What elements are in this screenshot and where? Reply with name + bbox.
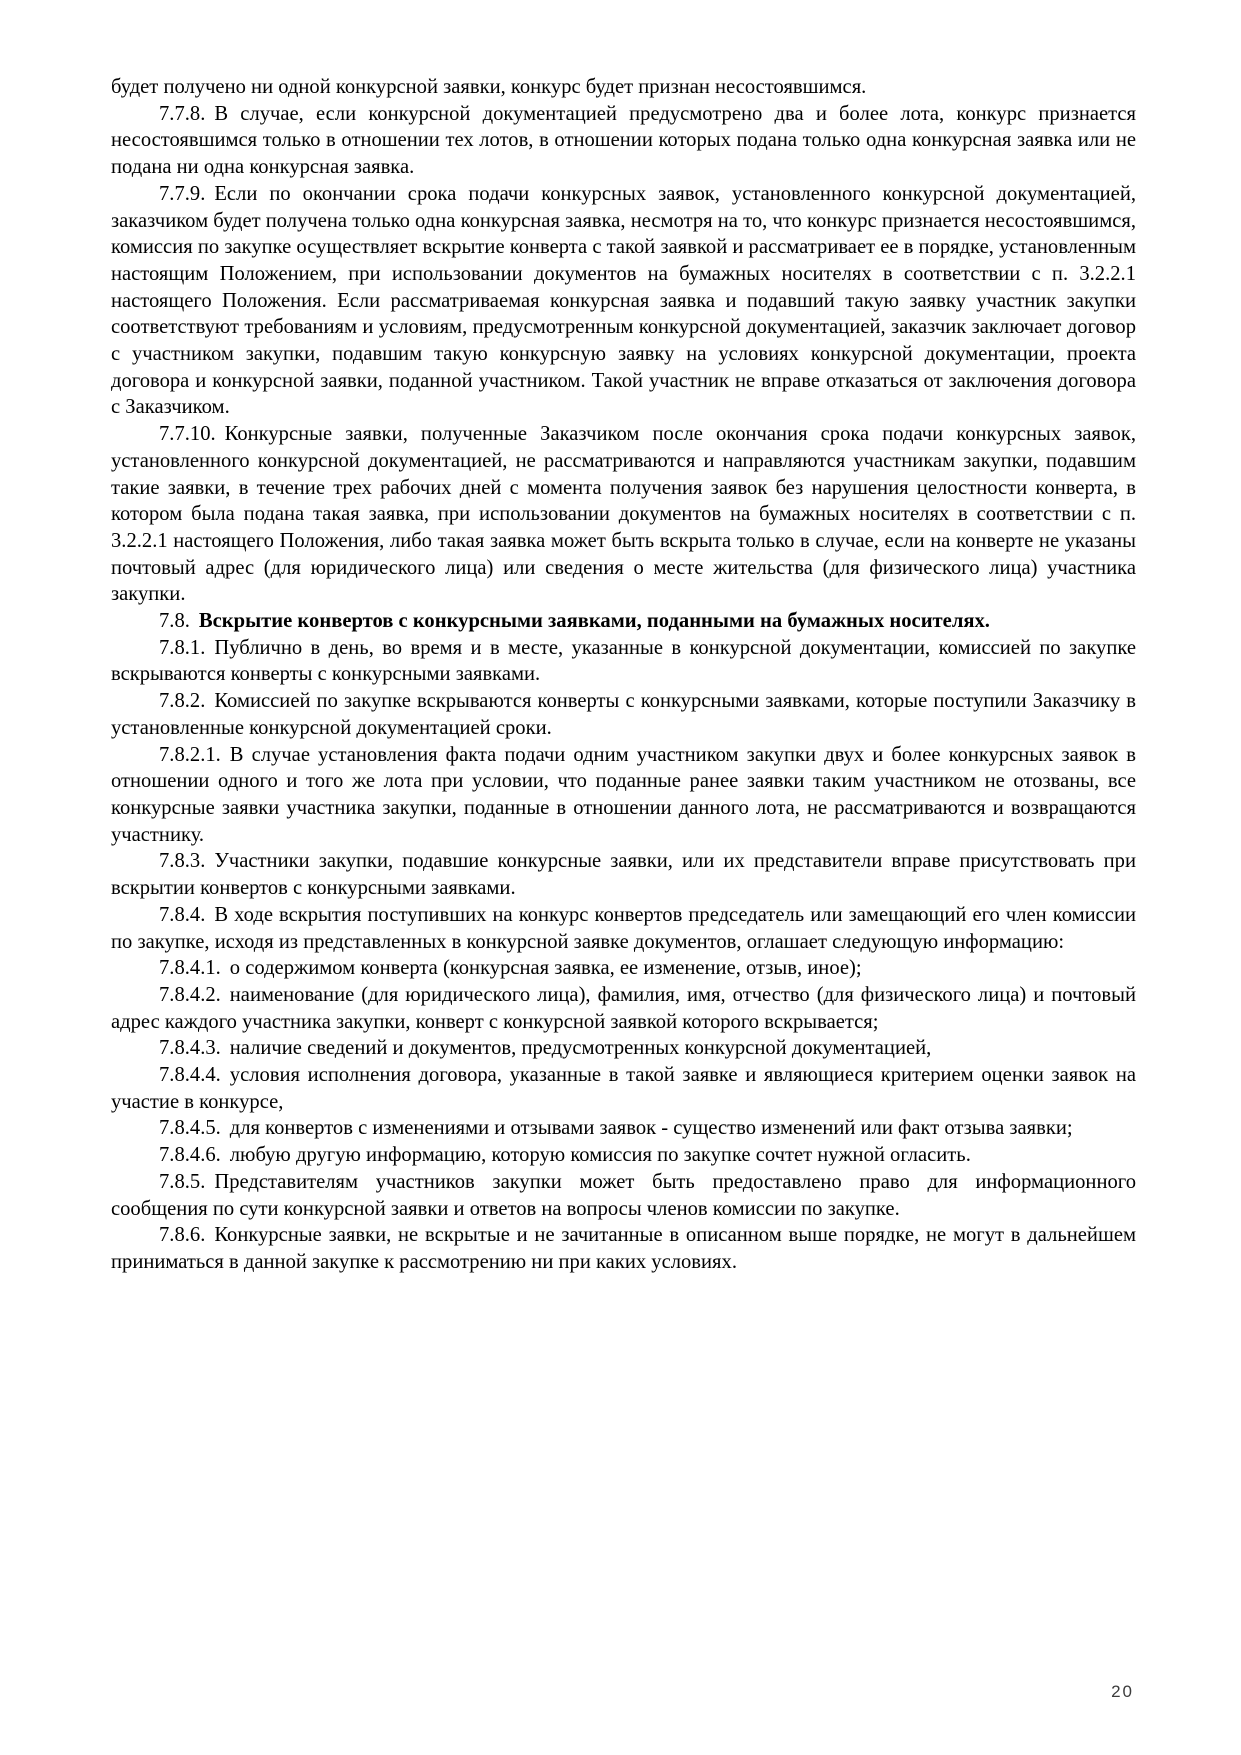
document-body	[111, 74, 1136, 1276]
paragraph-7-8-4-1	[111, 955, 1136, 982]
paragraph-7-8-4-2	[111, 982, 1136, 1035]
paragraph-7-7-10	[111, 421, 1136, 608]
clause-text: наличие сведений и документов, предусмотренных конкурсной документацией,	[229, 1037, 932, 1060]
paragraph-7-8-4-4	[111, 1062, 1136, 1115]
clause-number: 7.8.4.4.	[159, 1064, 221, 1087]
clause-number: 7.7.9.	[159, 182, 206, 205]
paragraph-7-8-2	[111, 688, 1136, 741]
clause-number: 7.8.4.1.	[159, 957, 221, 980]
clause-text: Участники закупки, подавшие конкурсные заявки, или их представители вправе присутствовать при вскрытии конвертов с конкурсными заявками.	[111, 850, 1136, 900]
clause-number: 7.8.4.	[159, 903, 206, 926]
clause-text: В ходе вскрытия поступивших на конкурс конвертов председатель или замещающий его член комиссии по закупке, исходя из представленных в конкурсной заявке документов, оглашает следующую информацию:	[111, 903, 1136, 953]
clause-text: Конкурсные заявки, полученные Заказчиком после окончания срока подачи конкурсных заявок, установленного конкурсной документацией, не рассматриваются и направляются участникам закупки, подавшим такие заявки, в течение трех рабочих дней с момента получения заявок без нарушения целостности конверта, в котором была подана такая заявка, при использовании документов на бумажных носителях в соответствии с п. 3.2.2.1 настоящего Положения, либо такая заявка может быть вскрыта только в случае, если на конверте не указаны почтовый адрес (для юридического лица) или сведения о месте жительства (для физического лица) участника закупки.	[111, 423, 1136, 606]
clause-text: для конвертов с изменениями и отзывами заявок - существо изменений или факт отзыва заявки;	[229, 1117, 1073, 1140]
paragraph-7-8-4-3	[111, 1035, 1136, 1062]
clause-number: 7.8.2.	[159, 690, 206, 713]
clause-number: 7.7.8.	[159, 102, 206, 125]
clause-number: 7.8.3.	[159, 850, 206, 873]
clause-number: 7.8.	[159, 610, 190, 633]
clause-text: Конкурсные заявки, не вскрытые и не зачитанные в описанном выше порядке, не могут в дальнейшем приниматься в данной закупке к рассмотрению ни при каких условиях.	[111, 1224, 1136, 1273]
clause-number: 7.8.2.1.	[159, 743, 221, 766]
clause-text: условия исполнения договора, указанные в такой заявке и являющиеся критерием оценки заявок на участие в конкурсе,	[111, 1064, 1136, 1113]
clause-text: наименование (для юридического лица), фамилия, имя, отчество (для физического лица) и почтовый адрес каждого участника закупки, конверт с конкурсной заявкой которого вскрывается;	[111, 983, 1136, 1033]
paragraph-7-8-3	[111, 848, 1136, 901]
paragraph-continuation	[111, 74, 1136, 101]
clause-number: 7.8.1.	[159, 636, 206, 659]
clause-text: В случае установления факта подачи одним участником закупки двух и более конкурсных заявок в отношении одного и того же лота при условии, что поданные ранее заявки таким участником не отозваны, все конкурсные заявки участника закупки, поданные в отношении данного лота, не рассматриваются и возвращаются участнику.	[111, 743, 1136, 846]
clause-text: Публично в день, во время и в месте, указанные в конкурсной документации, комиссией по закупке вскрываются конверты с конкурсными заявками.	[111, 636, 1136, 686]
paragraph-7-8-1	[111, 635, 1136, 688]
paragraph-7-8-4	[111, 902, 1136, 955]
clause-text: будет получено ни одной конкурсной заявки, конкурс будет признан несостоявшимся.	[111, 76, 867, 98]
paragraph-7-8-5	[111, 1169, 1136, 1222]
paragraph-7-8-6	[111, 1222, 1136, 1275]
clause-text: Вскрытие конвертов с конкурсными заявками, поданными на бумажных носителях.	[198, 610, 990, 633]
clause-number: 7.8.5.	[159, 1170, 206, 1193]
clause-number: 7.8.4.6.	[159, 1144, 221, 1167]
paragraph-7-7-9	[111, 181, 1136, 421]
paragraph-7-7-8	[111, 101, 1136, 181]
clause-number: 7.8.4.3.	[159, 1037, 221, 1060]
clause-number: 7.8.4.5.	[159, 1117, 221, 1140]
paragraph-7-8	[111, 608, 1136, 635]
paragraph-7-8-2-1	[111, 742, 1136, 849]
clause-number: 7.8.6.	[159, 1224, 206, 1247]
paragraph-7-8-4-6	[111, 1142, 1136, 1169]
clause-text: В случае, если конкурсной документацией предусмотрено два и более лота, конкурс признается несостоявшимся только в отношении тех лотов, в отношении которых подана только одна конкурсная заявка или не подана ни одна конкурсная заявка.	[111, 102, 1136, 179]
clause-text: любую другую информацию, которую комиссия по закупке сочтет нужной огласить.	[229, 1144, 971, 1167]
clause-text: о содержимом конверта (конкурсная заявка, ее изменение, отзыв, иное);	[229, 957, 862, 980]
clause-number: 7.7.10.	[159, 423, 216, 446]
clause-text: Комиссией по закупке вскрываются конверты с конкурсными заявками, которые поступили Заказчику в установленные конкурсной документацией сроки.	[111, 690, 1136, 739]
page-number: 20	[1111, 1682, 1134, 1701]
clause-text: Представителям участников закупки может быть предоставлено право для информационного сообщения по сути конкурсной заявки и ответов на вопросы членов комиссии по закупке.	[111, 1170, 1136, 1220]
clause-number: 7.8.4.2.	[159, 983, 221, 1006]
clause-text: Если по окончании срока подачи конкурсных заявок, установленного конкурсной документацией, заказчиком будет получена только одна конкурсная заявка, несмотря на то, что конкурс признается несостоявшимся, комиссия по закупке осуществляет вскрытие конверта с такой заявкой и рассматривает ее в порядке, установленным настоящим Положением, при использовании документов на бумажных носителях в соответствии с п. 3.2.2.1 настоящего Положения. Если рассматриваемая конкурсная заявка и подавший такую заявку участник закупки соответствуют требованиям и условиям, предусмотренным конкурсной документацией, заказчик заключает договор с участником закупки, подавшим такую конкурсную заявку на условиях конкурсной документации, проекта договора и конкурсной заявки, поданной участником. Такой участник не вправе отказаться от заключения договора с Заказчиком.	[111, 182, 1136, 419]
paragraph-7-8-4-5	[111, 1115, 1136, 1142]
